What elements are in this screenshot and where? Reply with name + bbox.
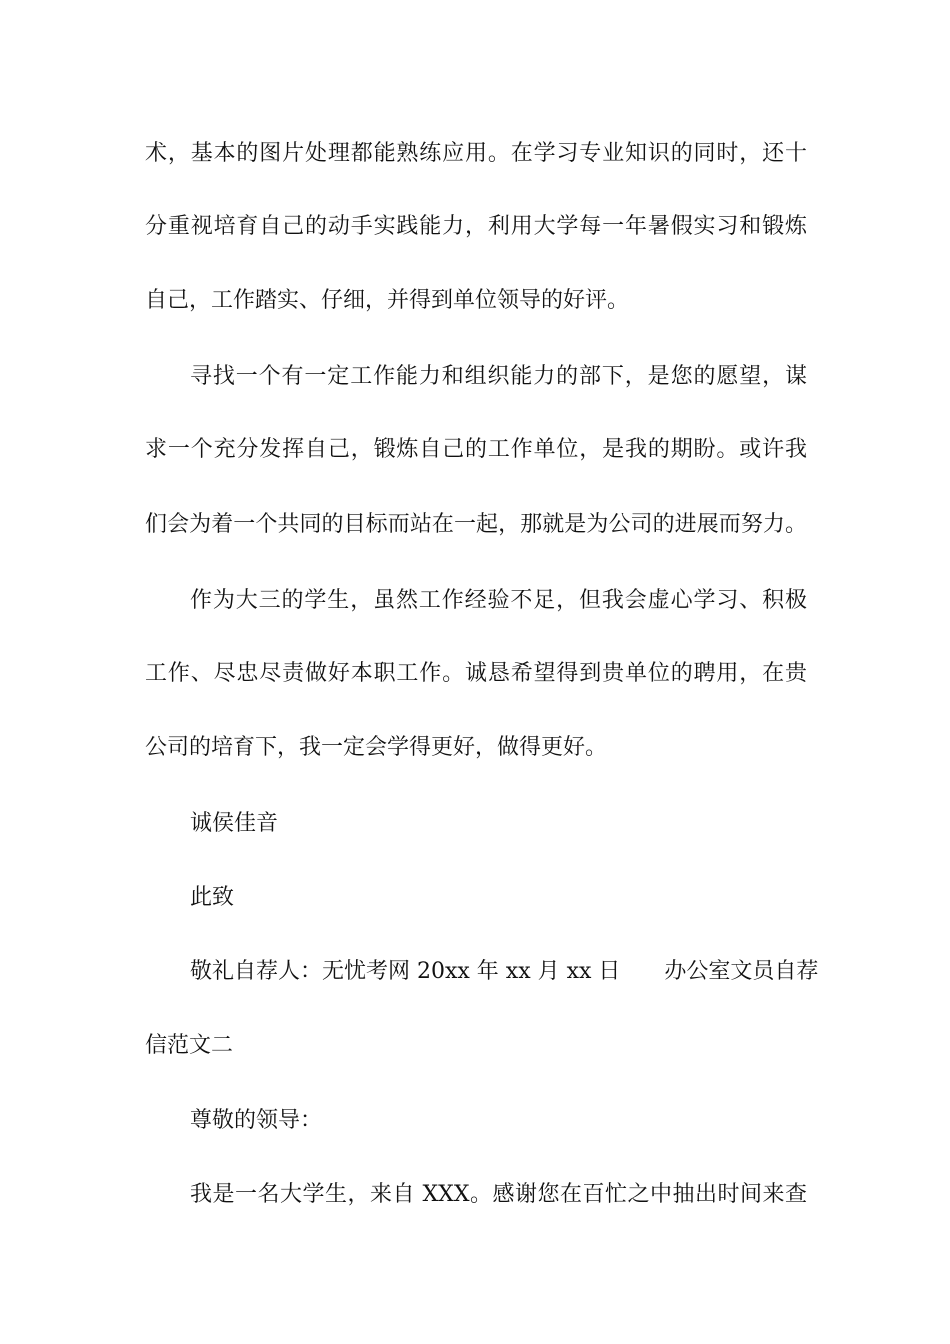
paragraph-line: 我是一名大学生，来自 XXX。感谢您在百忙之中抽出时间来查: [190, 1182, 807, 1207]
paragraph-line: 术，基本的图片处理都能熟练应用。在学习专业知识的同时，还十: [145, 141, 807, 166]
paragraph-line: 作为大三的学生，虽然工作经验不足，但我会虚心学习、积极: [190, 588, 807, 613]
paragraph-line: 们会为着一个共同的目标而站在一起，那就是为公司的进展而努力。: [145, 512, 807, 537]
closing-line: 此致: [190, 885, 235, 910]
paragraph-line: 公司的培育下，我一定会学得更好，做得更好。: [145, 735, 608, 760]
paragraph-line: 自己，工作踏实、仔细，并得到单位领导的好评。: [145, 288, 630, 313]
signature-line: 敬礼自荐人：无忧考网 20xx 年 xx 月 xx 日 办公室文员自荐: [190, 959, 819, 984]
paragraph-line: 分重视培育自己的动手实践能力，利用大学每一年暑假实习和锻炼: [145, 214, 807, 239]
section-title-line: 信范文二: [145, 1033, 234, 1058]
closing-line: 诚侯佳音: [190, 811, 279, 836]
salutation-line: 尊敬的领导：: [190, 1108, 323, 1133]
paragraph-line: 求一个充分发挥自己，锻炼自己的工作单位，是我的期盼。或许我: [145, 437, 807, 462]
paragraph-line: 工作、尽忠尽责做好本职工作。诚恳希望得到贵单位的聘用，在贵: [145, 661, 807, 686]
paragraph-line: 寻找一个有一定工作能力和组织能力的部下，是您的愿望，谋: [190, 364, 807, 389]
